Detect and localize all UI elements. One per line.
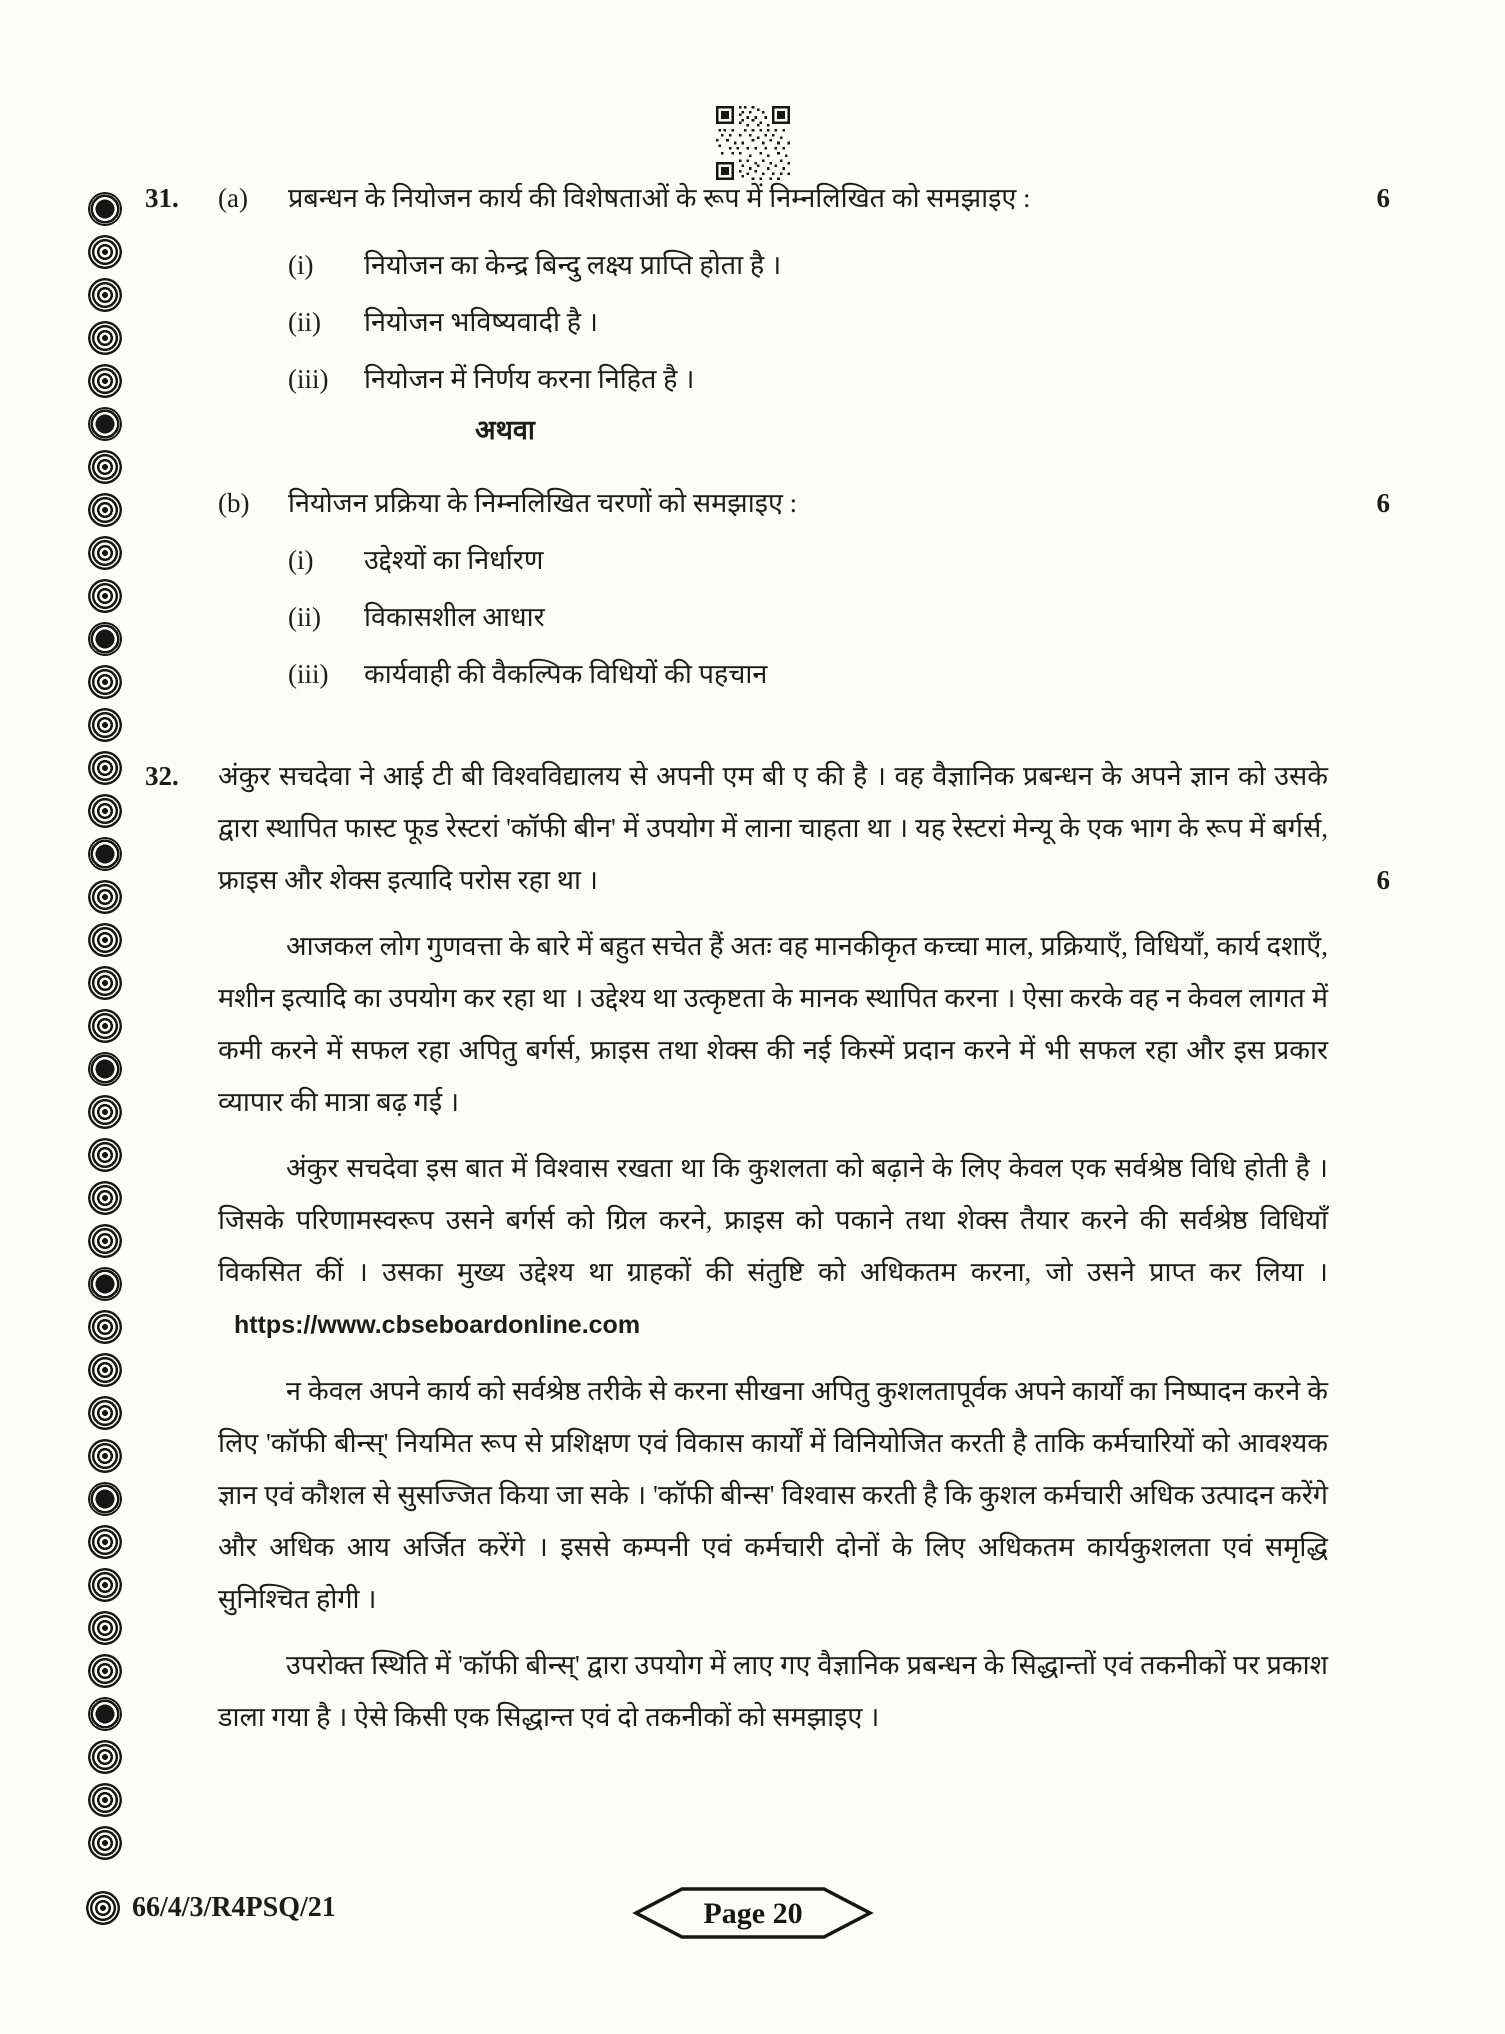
binding-ring-icon: [88, 966, 122, 1000]
sub-item-label: (ii): [288, 602, 321, 632]
binding-decoration: [88, 192, 122, 1860]
sub-item: [288, 302, 1330, 342]
sub-item-label: (ii): [288, 307, 321, 337]
question-number: 32.: [145, 761, 179, 791]
binding-ring-icon: [88, 579, 122, 613]
page-number-text: Page 20: [702, 1897, 803, 1930]
binding-ring-icon: [88, 1654, 122, 1688]
binding-ring-icon: [88, 1267, 122, 1301]
binding-ring-icon: [88, 1826, 122, 1860]
binding-ring-icon: [88, 622, 122, 656]
binding-ring-icon: [88, 1009, 122, 1043]
binding-ring-icon: [88, 1310, 122, 1344]
part-a-text: प्रबन्धन के नियोजन कार्य की विशेषताओं के रूप में निम्नलिखित को समझाइए :: [288, 183, 1031, 213]
question-31b-row: [145, 481, 1390, 525]
part-b-text: नियोजन प्रक्रिया के निम्नलिखित चरणों को समझाइए :: [288, 488, 798, 518]
paper-code-text: 66/4/3/R4PSQ/21: [132, 1892, 336, 1923]
question-32: [145, 750, 1390, 1757]
or-separator: अथवा: [475, 415, 535, 445]
question-number: 31.: [145, 183, 179, 213]
page-number-badge: [628, 1884, 878, 1947]
sub-item: [288, 597, 1330, 637]
binding-ring-icon: [88, 1353, 122, 1387]
binding-ring-icon: [88, 794, 122, 828]
sub-item: [288, 654, 1330, 694]
sub-item-label: (i): [288, 545, 314, 575]
binding-ring-icon: [88, 407, 122, 441]
part-a-label: (a): [218, 183, 248, 213]
sub-item-text: नियोजन में निर्णय करना निहित है ।: [364, 364, 695, 394]
binding-ring-icon: [88, 536, 122, 570]
binding-ring-icon: [88, 1568, 122, 1602]
binding-ring-icon: [88, 1396, 122, 1430]
binding-ring-icon: [88, 837, 122, 871]
binding-ring-icon: [88, 364, 122, 398]
binding-ring-icon: [88, 1697, 122, 1731]
binding-ring-icon: [86, 1891, 120, 1925]
binding-ring-icon: [88, 1783, 122, 1817]
sub-item-label: (iii): [288, 364, 329, 394]
binding-ring-icon: [88, 880, 122, 914]
paragraph-text: अंकुर सचदेवा इस बात में विश्वास रखता था कि कुशलता को बढ़ाने के लिए केवल एक सर्वश्रेष्ठ विधि होती है । जिसके परिणामस्वरूप उसने बर्गर्स को ग्रिल करने, फ्राइस को पकाने तथा शेक्स तैयार करने की सर्वश्रेष्ठ विधियाँ विकसित कीं । उसका मुख्य उद्देश्य था ग्राहकों की संतुष्टि को अधिकतम करना, जो उसने प्राप्त कर लिया ।: [218, 1153, 1328, 1287]
part-b-label: (b): [218, 488, 250, 518]
paper-code: [86, 1891, 336, 1925]
paragraph: अंकुर सचदेवा ने आई टी बी विश्वविद्यालय से अपनी एम बी ए की है । वह वैज्ञानिक प्रबन्धन के अपने ज्ञान को उसके द्वारा स्थापित फास्ट फूड रेस्टरां 'कॉफी बीन' में उपयोग में लाना चाहता था । यह रेस्टरां मेन्यू के एक भाग के रूप में बर्गर्स, फ्राइस और शेक्स इत्यादि परोस रहा था ।: [218, 761, 1328, 895]
sub-item-text: कार्यवाही की वैकल्पिक विधियों की पहचान: [364, 659, 768, 689]
binding-ring-icon: [88, 1224, 122, 1258]
qr-code: [716, 106, 790, 185]
binding-ring-icon: [88, 1482, 122, 1516]
qr-code-graphic: [716, 106, 790, 180]
page-badge-hexagon: [628, 1884, 878, 1942]
binding-ring-icon: [88, 1095, 122, 1129]
binding-ring-icon: [88, 1138, 122, 1172]
binding-ring-icon: [88, 1740, 122, 1774]
binding-ring-icon: [88, 1052, 122, 1086]
binding-ring-icon: [88, 1181, 122, 1215]
sub-item-label: (i): [288, 250, 314, 280]
binding-ring-icon: [88, 321, 122, 355]
binding-ring-icon: [88, 450, 122, 484]
paragraph: [218, 1142, 1328, 1351]
sub-item-text: विकासशील आधार: [364, 602, 545, 632]
sub-item: [288, 245, 1330, 285]
binding-ring-icon: [88, 235, 122, 269]
question-31: [145, 176, 1390, 694]
binding-ring-icon: [88, 493, 122, 527]
binding-ring-icon: [88, 278, 122, 312]
binding-ring-icon: [88, 708, 122, 742]
marks-badge: 6: [1376, 183, 1390, 213]
marks-badge: 6: [1376, 865, 1390, 895]
sub-item-text: नियोजन भविष्यवादी है ।: [364, 307, 599, 337]
part-b-subitems: [288, 540, 1330, 694]
question-31a-row: [145, 176, 1390, 220]
paragraph: न केवल अपने कार्य को सर्वश्रेष्ठ तरीके से करना सीखना अपितु कुशलतापूर्वक अपने कार्यों का निष्पादन करने के लिए 'कॉफी बीन्स्' नियमित रूप से प्रशिक्षण एवं विकास कार्यों में विनियोजित करती है ताकि कर्मचारियों को आवश्यक ज्ञान एवं कौशल से सुसज्जित किया जा सके । 'कॉफी बीन्स' विश्वास करती है कि कुशल कर्मचारी अधिक उत्पादन करेंगे और अधिक आय अर्जित करेंगे । इससे कम्पनी एवं कर्मचारी दोनों के लिए अधिकतम कार्यकुशलता एवं समृद्धि सुनिश्चित होगी ।: [218, 1376, 1328, 1614]
binding-ring-icon: [88, 751, 122, 785]
paragraph: आजकल लोग गुणवत्ता के बारे में बहुत सचेत हैं अतः वह मानकीकृत कच्चा माल, प्रक्रियाएँ, विधियाँ, कार्य दशाएँ, मशीन इत्यादि का उपयोग कर रहा था । उद्देश्य था उत्कृष्टता के मानक स्थापित करना । ऐसा करके वह न केवल लागत में कमी करने में सफल रहा अपितु बर्गर्स, फ्राइस तथा शेक्स की नई किस्में प्रदान करने में भी सफल रहा और इस प्रकार व्यापार की मात्रा बढ़ गई ।: [218, 931, 1328, 1117]
binding-ring-icon: [88, 192, 122, 226]
watermark-url: https://www.cbseboardonline.com: [234, 1311, 641, 1339]
marks-badge: 6: [1376, 488, 1390, 518]
binding-ring-icon: [88, 1611, 122, 1645]
binding-ring-icon: [88, 923, 122, 957]
part-a-subitems: [288, 245, 1330, 399]
binding-ring-icon: [88, 665, 122, 699]
sub-item: [288, 540, 1330, 580]
binding-ring-icon: [88, 1525, 122, 1559]
sub-item-text: उद्देश्यों का निर्धारण: [364, 545, 544, 575]
sub-item: [288, 359, 1330, 399]
sub-item-text: नियोजन का केन्द्र बिन्दु लक्ष्य प्राप्ति होता है ।: [364, 250, 782, 280]
binding-ring-icon: [88, 1439, 122, 1473]
paragraph: उपरोक्त स्थिति में 'कॉफी बीन्स्' द्वारा उपयोग में लाए गए वैज्ञानिक प्रबन्धन के सिद्धान्तों एवं तकनीकों पर प्रकाश डाला गया है । ऐसे किसी एक सिद्धान्त एवं दो तकनीकों को समझाइए ।: [218, 1650, 1328, 1732]
sub-item-label: (iii): [288, 659, 329, 689]
case-study-text: [218, 750, 1328, 1743]
